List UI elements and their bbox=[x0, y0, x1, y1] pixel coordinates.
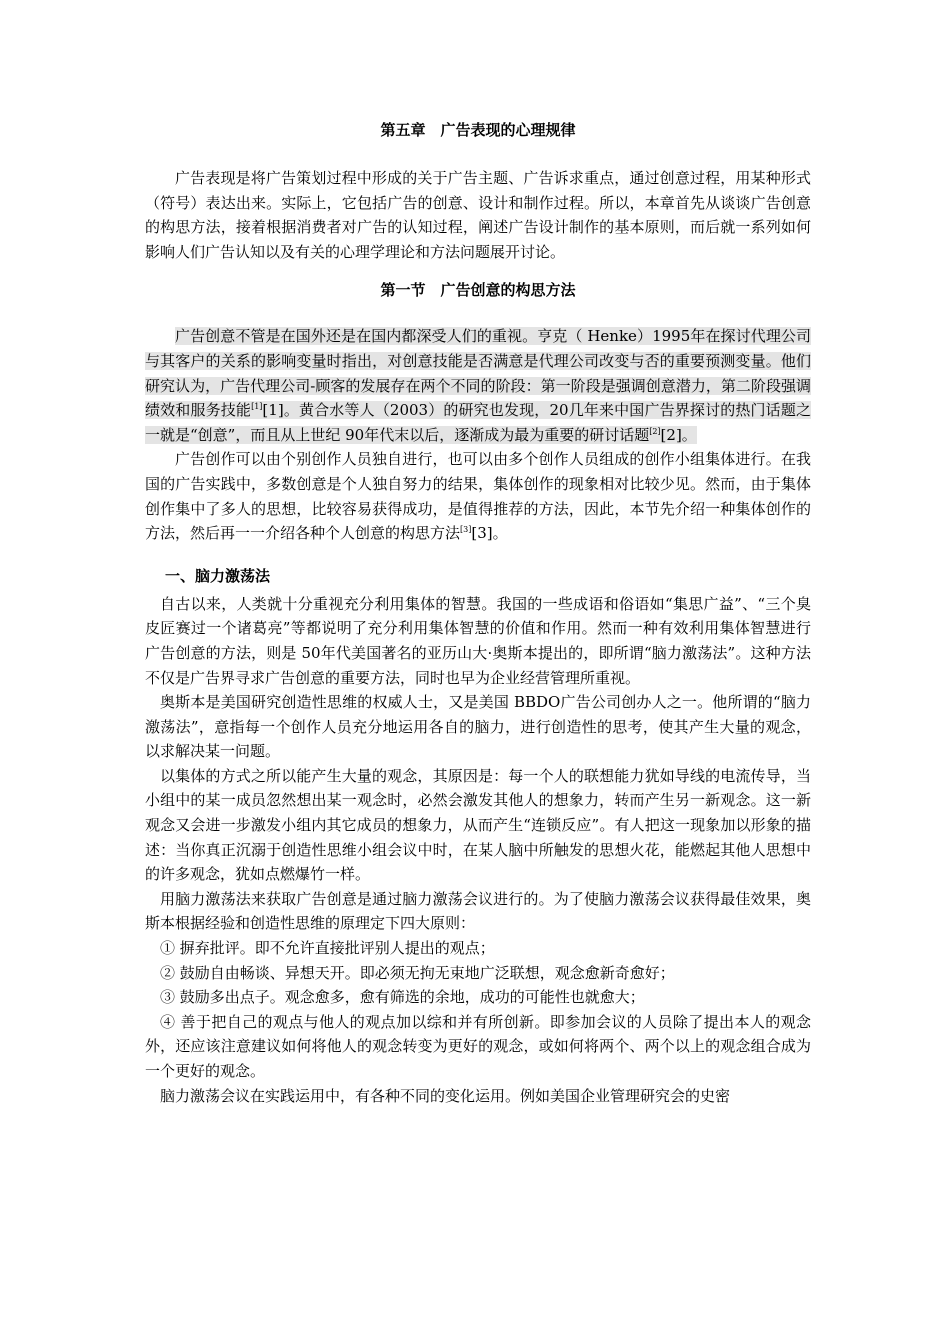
brainstorm-paragraph-2: 奥斯本是美国研究创造性思维的权威人士，又是美国 BBDO广告公司创办人之一。他所谓的“脑力激荡法”，意指每一个创作人员充分地运用各自的脑力，进行创造性的思考，使其产生大量的观念，以求解决某一问题。 bbox=[145, 693, 811, 761]
paragraph-text: 广告创意不管是在国外还是在国内都深受人们的重视。亨克（ Henke）1995年在探讨代理公司与其客户的关系的影响变量时指出，对创意技能是否满意是代理公司改变与否的重要预测变量。他们研究认为，广告代理公司-顾客的发展存在两个不同的阶段：第一阶段是强调创意潜力，第二阶段强调绩效和服务技能 bbox=[145, 327, 811, 420]
intro-paragraph: 广告表现是将广告策划过程中形成的关于广告主题、广告诉求重点，通过创意过程，用某种形式（符号）表达出来。实际上，它包括广告的创意、设计和制作过程。所以，本章首先从谈谈广告创意的构思方法，接着根据消费者对广告的认知过程，阐述广告设计制作的基本原则，而后就一系列如何影响人们广告认知以及有关的心理学理论和方法问题展开讨论。 bbox=[145, 169, 811, 261]
paragraph-text: [2]。 bbox=[660, 425, 697, 444]
rule-item-3: ③ 鼓励多出点子。观念愈多，愈有筛选的余地，成功的可能性也就愈大； bbox=[160, 988, 645, 1007]
subsection-title: 一、脑力激荡法 bbox=[165, 566, 271, 585]
paragraph-text: 广告创作可以由个别创作人员独自进行，也可以由多个创作人员组成的创作小组集体进行。在我国的广告实践中，多数创意是个人独自努力的结果，集体创作的现象相对比较少见。然而，由于集体创作集中了多人的思想，比较容易获得成功，是值得推荐的方法，因此，本节先介绍一种集体创作的方法，然后再一一介绍各种个人创意的构思方法 bbox=[145, 450, 811, 543]
footnote-ref[interactable]: [2] bbox=[649, 426, 661, 436]
rule-item-4: ④ 善于把自己的观点与他人的观点加以综和并有所创新。即参加会议的人员除了提出本人的观念外，还应该注意建议如何将他人的观念转变为更好的观念，或如何将两个、两个以上的观念组合成为一个更好的观念。 bbox=[145, 1012, 811, 1080]
rule-item-1: ① 摒弃批评。即不允许直接批评别人提出的观点； bbox=[160, 939, 495, 958]
paragraph-text: [3]。 bbox=[471, 524, 508, 543]
section-title: 第一节 广告创意的构思方法 bbox=[380, 281, 576, 300]
brainstorm-paragraph-1: 自古以来，人类就十分重视充分利用集体的智慧。我国的一些成语和俗语如“集思广益”、“三个臭皮匠赛过一个诸葛亮”等都说明了充分利用集体智慧的价值和作用。然而一种有效利用集体智慧进行广告创意的方法，则是 50年代美国著名的亚历山大·奥斯本提出的，即所谓“脑力激荡法”。这种方法不仅是广告界寻求广告创意的重要方法，同时也早为企业经营管理所重视。 bbox=[145, 594, 811, 687]
footnote-ref[interactable]: [3] bbox=[460, 525, 472, 535]
brainstorm-paragraph-4: 用脑力激荡法来获取广告创意是通过脑力激荡会议进行的。为了使脑力激荡会议获得最佳效果，奥斯本根据经验和创造性思维的原理定下四大原则： bbox=[145, 889, 811, 933]
rule-item-2: ② 鼓励自由畅谈、异想天开。即必须无拘无束地广泛联想，观念愈新奇愈好； bbox=[160, 963, 675, 982]
document-body bbox=[145, 118, 811, 1108]
brainstorm-paragraph-3: 以集体的方式之所以能产生大量的观念，其原因是：每一个人的联想能力犹如导线的电流传导，当小组中的某一成员忽然想出某一观念时，必然会激发其他人的想象力，转而产生另一新观念。这一新观念又会进一步激发小组内其它成员的想象力，从而产生“连锁反应”。有人把这一现象加以形象的描述：当你真正沉溺于创造性思维小组会议中时，在某人脑中所触发的思想火花，能燃起其他人思想中的许多观念，犹如点燃爆竹一样。 bbox=[145, 766, 811, 884]
brainstorm-paragraph-5: 脑力激荡会议在实践运用中，有各种不同的变化运用。例如美国企业管理研究会的史密 bbox=[160, 1086, 731, 1105]
chapter-title: 第五章 广告表现的心理规律 bbox=[380, 121, 576, 139]
highlighted-text bbox=[145, 327, 811, 443]
section-paragraph-1 bbox=[145, 324, 811, 447]
paragraph-text: [1]。黄合水等人（2003）的研究也发现，20几年来中国广告界探讨的热门话题之一就是“创意”，而且从上世纪 90年代末以后，逐渐成为最为重要的研讨话题 bbox=[145, 401, 811, 444]
footnote-ref[interactable]: [1] bbox=[251, 402, 263, 412]
section-paragraph-2 bbox=[145, 447, 811, 545]
